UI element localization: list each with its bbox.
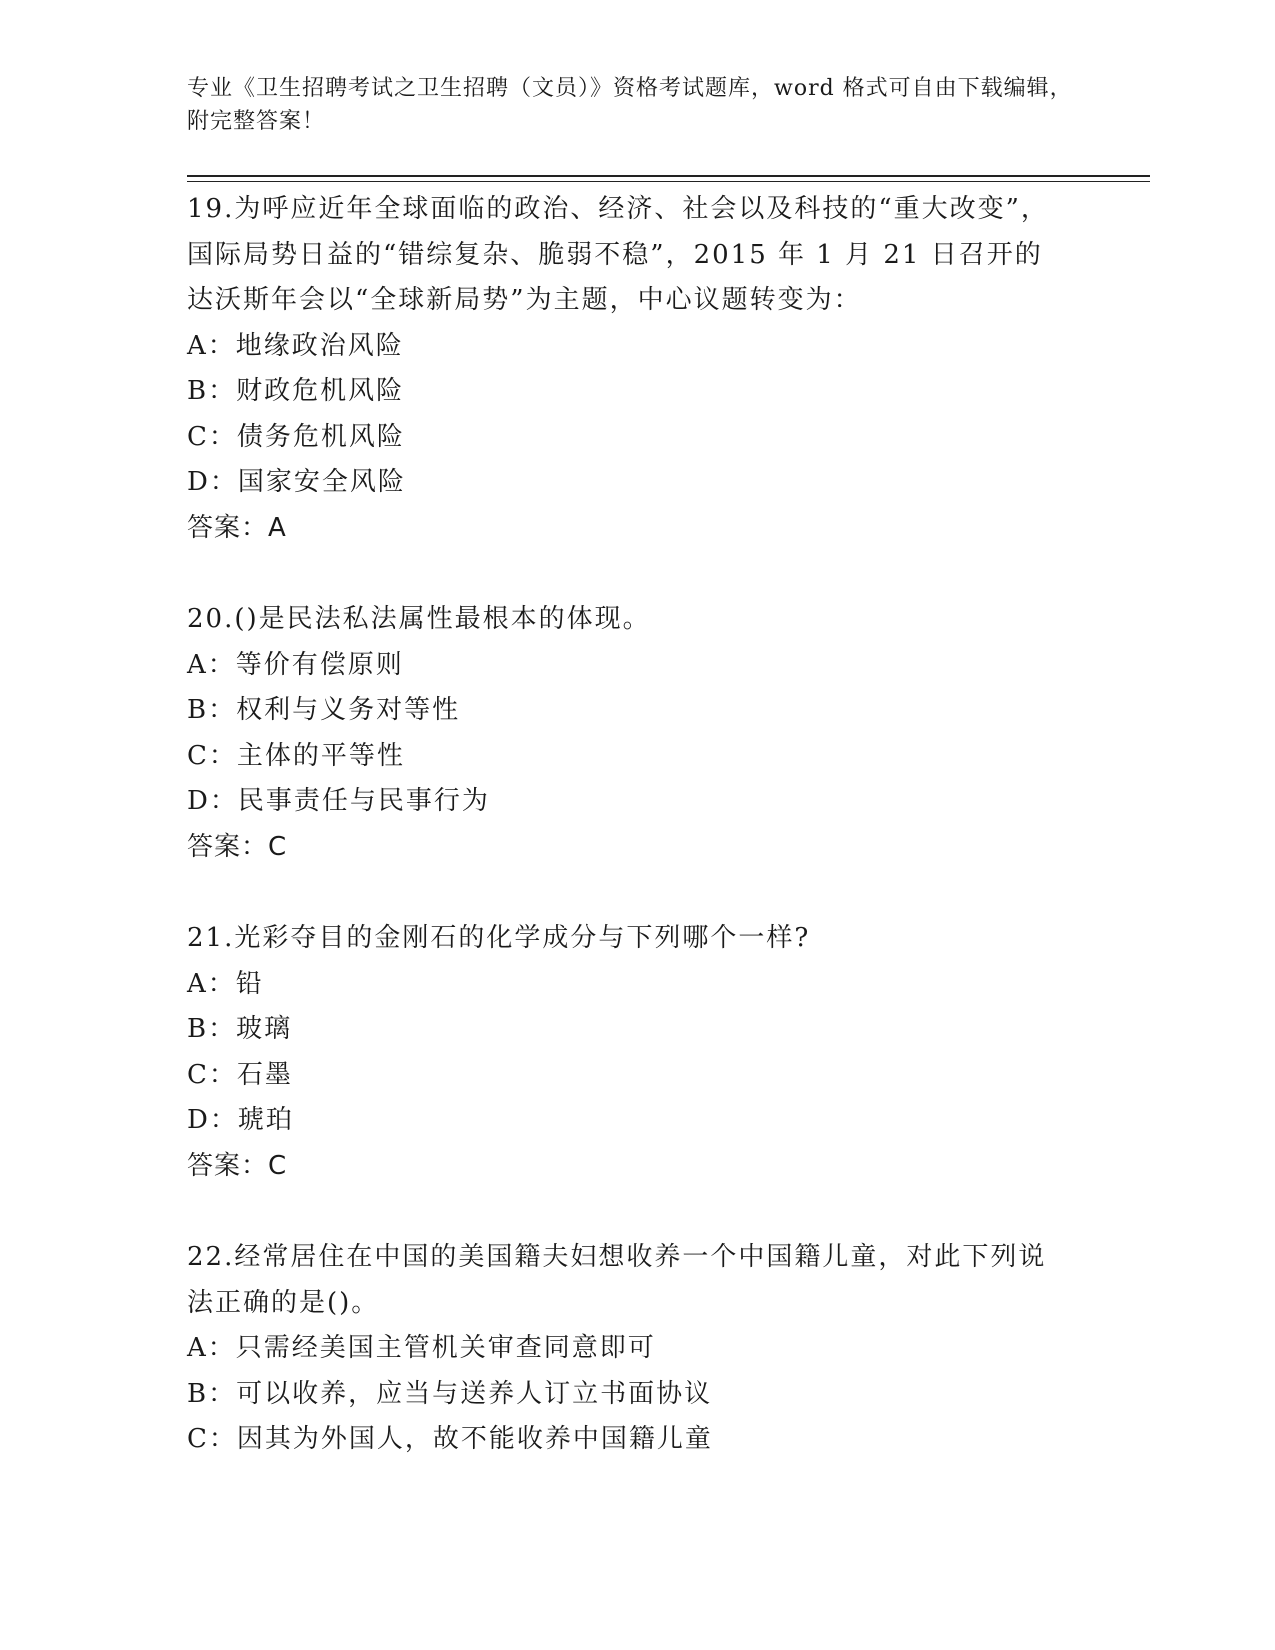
question-stem: 20.()是民法私法属性最根本的体现。 [187,604,651,634]
option-b: B：可以收养，应当与送养人订立书面协议 [187,1378,713,1409]
option-a: A：等价有偿原则 [187,649,404,680]
document-header: 专业《卫生招聘考试之卫生招聘（文员）》资格考试题库，word 格式可自由下载编辑，附完整答案！ [187,76,1073,134]
question-22 [187,1235,1087,1463]
option-c: C：债务危机风险 [187,421,405,452]
answer: 答案：C [187,831,288,862]
option-a: A：只需经美国主管机关审查同意即可 [187,1333,656,1363]
question-21 [187,916,1087,1189]
question-stem: 19.为呼应近年全球面临的政治、经济、社会以及科技的“重大改变”，国际局势日益的“错综复杂、脆弱不稳”，2015 年 1 月 21 日召开的达沃斯年会以“全球新局势”为主题，中心议题转变为： [187,194,1049,315]
question-20 [187,597,1087,870]
answer: 答案：C [187,1150,288,1181]
option-d: D：国家安全风险 [187,467,406,497]
question-list [187,187,1087,1509]
option-b: B：权利与义务对等性 [187,695,461,725]
option-b: B：财政危机风险 [187,376,405,406]
option-b: B：玻璃 [187,1014,293,1044]
question-stem: 21.光彩夺目的金刚石的化学成分与下列哪个一样? [187,923,811,953]
option-d: D：民事责任与民事行为 [187,786,490,816]
option-c: C：因其为外国人，故不能收养中国籍儿童 [187,1424,713,1454]
header-divider-thick [187,175,1150,177]
question-stem: 22.经常居住在中国的美国籍夫妇想收养一个中国籍儿童，对此下列说法正确的是()。 [187,1242,1047,1318]
question-19 [187,187,1087,551]
option-a: A：地缘政治风险 [187,330,404,361]
answer: 答案：A [187,512,287,543]
option-d: D：琥珀 [187,1105,294,1135]
option-c: C：石墨 [187,1059,293,1090]
option-c: C：主体的平等性 [187,740,405,771]
option-a: A：铅 [187,968,264,999]
header-divider-thin [187,181,1150,182]
